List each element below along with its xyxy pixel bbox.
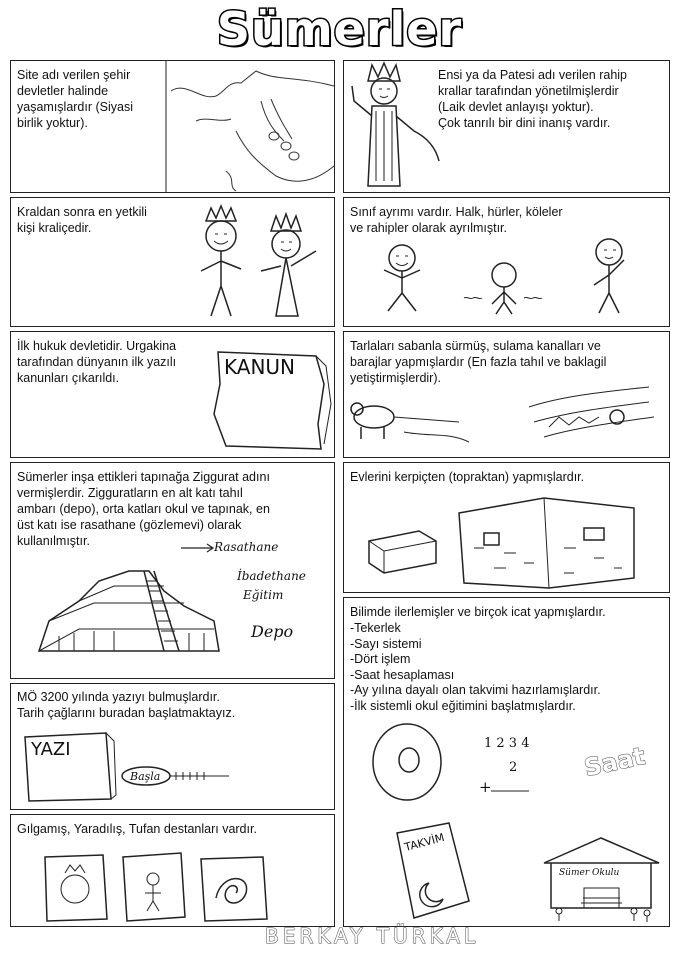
panel-text: Sümerler inşa ettikleri tapınağa Ziggurat adını vermişlerdir. Zigguratların en alt katı tahıl ambarı (depo), orta katları okul ve tapınak, en üst katı ise rasathane (gözlemevi) olarak kullanılmıştır.	[17, 470, 270, 548]
panel-text: Bilimde ilerlemişler ve birçok icat yapmışlardır.	[350, 605, 606, 619]
panel-queen	[10, 197, 335, 327]
plus-label: +	[479, 778, 492, 796]
panel-text: Sınıf ayrımı vardır. Halk, hürler, köleler ve rahipler olarak ayrılmıştır.	[350, 205, 563, 235]
two-label: 2	[509, 760, 518, 775]
list-item: -Dört işlem	[350, 652, 411, 666]
kanun-label: KANUN	[224, 355, 296, 379]
panel-text: Evlerini kerpiçten (topraktan) yapmışlardır.	[350, 470, 585, 484]
map-illustration	[166, 61, 336, 192]
priest-king-illustration	[344, 61, 464, 192]
social-classes-illustration	[354, 240, 664, 325]
panel-social-classes	[343, 197, 670, 327]
panel-priest-kings	[343, 60, 670, 193]
panel-law	[10, 331, 335, 458]
panel-ziggurat	[10, 462, 335, 679]
panel-science	[343, 597, 670, 927]
egitim-label: Eğitim	[243, 588, 284, 602]
yazi-label: YAZI	[31, 739, 71, 760]
depo-label: Depo	[251, 622, 294, 641]
panel-text: Tarlaları sabanla sürmüş, sulama kanalları ve barajlar yapmışlardır (En fazla tahıl ve baklagil yetiştirmişlerdir).	[350, 339, 607, 385]
panel-text: MÖ 3200 yılında yazıyı bulmuşlardır. Tarih çağlarını buradan başlatmaktayız.	[17, 690, 236, 720]
inventions-list	[350, 621, 668, 714]
panel-epics	[10, 814, 335, 927]
underline-mark	[491, 789, 531, 793]
list-item: -Sayı sistemi	[350, 636, 422, 651]
basla-label: Başla	[130, 770, 161, 783]
panel-city-states	[10, 60, 335, 193]
okul-label: Sümer Okulu	[559, 868, 620, 878]
panel-text: Gılgamış, Yaradılış, Tufan destanları vardır.	[17, 822, 257, 836]
panel-text: İlk hukuk devletidir. Urgakina tarafından dünyanın ilk yazılı kanunları çıkarıldı.	[17, 339, 177, 385]
mudbrick-house-illustration	[364, 493, 664, 593]
panel-text: Site adı verilen şehir devletler halinde yaşamışlardır (Siyasi birlik yoktur).	[17, 68, 133, 130]
author-signature: BERKAY TÜRKAL	[265, 924, 480, 948]
list-item: -Saat hesaplaması	[350, 667, 455, 682]
list-item: -Ay yılına dayalı olan takvimi hazırlamışlardır.	[350, 683, 601, 697]
saat-label: Saat	[581, 741, 648, 783]
numbers-label: 1 2 3 4	[484, 736, 530, 751]
list-item: -Tekerlek	[350, 621, 401, 635]
list-item: -İlk sistemli okul eğitimini başlatmışlardır.	[350, 698, 576, 713]
ibadethane-label: İbadethane	[237, 569, 306, 583]
rasathane-label: Rasathane	[214, 540, 279, 554]
school-illustration	[539, 833, 664, 923]
epic-tablets-illustration	[41, 853, 271, 923]
panel-agriculture	[343, 331, 670, 458]
panel-text: Kraldan sonra en yetkili kişi kraliçedir.	[17, 205, 147, 235]
panel-writing	[10, 683, 335, 810]
panel-mudbrick	[343, 462, 670, 593]
ziggurat-illustration	[39, 541, 239, 671]
takvim-label: TAKVİM	[403, 830, 446, 855]
king-queen-illustration	[186, 206, 336, 326]
page-title: Sümerler	[216, 2, 463, 56]
panel-text: Ensi ya da Patesi adı verilen rahip krallar tarafından yönetilmişlerdir (Laik devlet anlayışı yoktur). Çok tanrılı bir dini inanış vardır.	[438, 68, 627, 130]
wheel-illustration	[369, 720, 449, 805]
agriculture-illustration	[349, 387, 664, 457]
